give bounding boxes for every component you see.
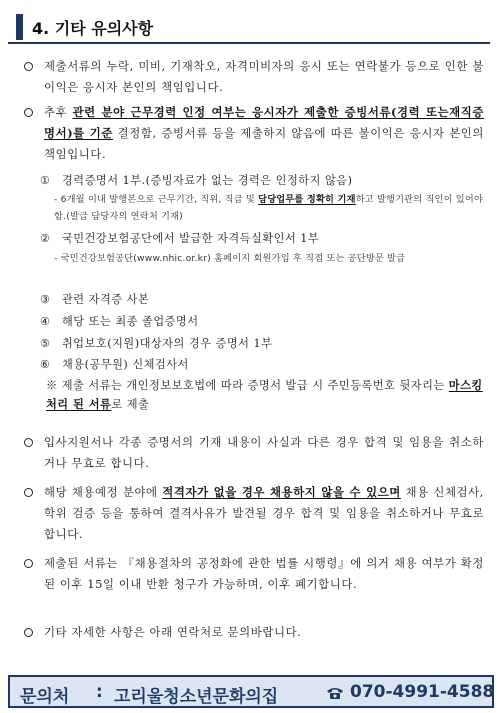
notice-text-post: 결정함, 증빙서류 등을 제출하지 않음에 따른 불이익은 응시자 본인의 책임입니다. [44, 126, 484, 161]
document-number: ② [40, 232, 51, 245]
contact-organization: 고리울청소년문화의집 [114, 687, 279, 707]
document-label: 채용(공무원) 신체검사서 [62, 358, 189, 371]
privacy-note-post: 로 제출 [111, 398, 150, 411]
note-text-emphasis: 담당업무를 정확히 기재 [258, 194, 356, 205]
notice-text: 기타 자세한 사항은 아래 연락처로 문의바랍니다. [44, 625, 302, 639]
notice-text [44, 482, 484, 545]
circle-bullet-icon [24, 438, 33, 447]
document-item-3 [40, 290, 490, 309]
notice-text-pre: 추후 [44, 105, 73, 119]
circle-bullet-icon [24, 628, 33, 637]
document-number: ③ [40, 293, 51, 306]
circle-bullet-icon [24, 488, 33, 497]
section-title: 4. 기타 유의사항 [32, 19, 154, 38]
document-note-career [54, 191, 488, 225]
circle-bullet-icon [24, 62, 33, 71]
document-label: 해당 또는 최종 졸업증명서 [62, 315, 199, 328]
notice-text-pre: 해당 채용예정 분야에 [44, 485, 163, 499]
contact-footer [8, 675, 494, 708]
notice-text [44, 102, 484, 165]
notice-text-post: 채용 신체검사, 학위 검증 등을 통하여 결격사유가 발견될 경우 합격 및 임용을 취소하거나 무효로 합니다. [44, 485, 484, 541]
document-item-1 [40, 171, 490, 190]
notice-text: 제출된 서류는 『채용절차의 공정화에 관한 법률 시행령』에 의거 채용 여부가 확정된 이후 15일 이내 반환 청구가 가능하며, 이후 폐기합니다. [44, 556, 484, 591]
privacy-note-emphasis: 마스킹 처리 된 서류 [46, 378, 483, 411]
document-item-4 [40, 312, 490, 331]
document-item-6 [40, 355, 490, 374]
section-header [8, 8, 490, 44]
phone-icon [326, 686, 344, 700]
notice-text-emphasis: 관련 분야 근무경력 인정 여부는 응시자가 제출한 증빙서류(경력 또는재직증명서)를 기준 [44, 105, 484, 140]
document-label: 국민건강보험공단에서 발급한 자격득실확인서 1부 [62, 232, 320, 245]
document-item-2 [40, 229, 490, 248]
document-number: ④ [40, 315, 51, 328]
note-text-post: 하고 발행기관의 직인이 있어야 함.(발급 담당자의 연락처 기재) [54, 194, 484, 222]
notice-text: 입사지원서나 각종 증명서의 기재 내용이 사실과 다른 경우 합격 및 임용을 취소하거나 무효로 합니다. [44, 435, 484, 470]
note-text-pre: - 6개월 이내 발행본으로 근무기간, 직위, 직급 및 [54, 194, 259, 205]
notice-text-emphasis: 적격자가 없을 경우 채용하지 않을 수 있으며 [162, 485, 401, 499]
section-accent-bar [16, 14, 23, 40]
privacy-note [46, 376, 486, 414]
document-label: 경력증명서 1부.(증빙자료가 없는 경력은 인정하지 않음) [62, 174, 353, 187]
document-label: 관련 자격증 사본 [62, 293, 150, 306]
contact-colon: : [96, 682, 103, 702]
document-number: ⑤ [40, 337, 51, 350]
document-number: ⑥ [40, 358, 51, 371]
contact-label: 문의처 [20, 687, 70, 707]
contact-phone[interactable]: 070-4991-4588 [350, 682, 495, 702]
notice-text: 제출서류의 누락, 미비, 기재착오, 자격미비자의 응시 또는 연락불가 등으로 인한 불이익은 응시자 본인의 책임입니다. [44, 59, 484, 94]
circle-bullet-icon [24, 559, 33, 568]
document-number: ① [40, 174, 51, 187]
privacy-note-pre: ※ 제출 서류는 개인정보보호법에 따라 증명서 발급 시 주민등록번호 뒷자리는 [46, 379, 449, 392]
document-item-5 [40, 334, 490, 353]
document-label: 취업보호(지원)대상자의 경우 증명서 1부 [62, 337, 273, 350]
document-note-health: - 국민건강보험공단(www.nhic.or.kr) 홈페이지 회원가입 후 직접 또는 공단방문 발급 [54, 253, 406, 264]
circle-bullet-icon [24, 108, 33, 117]
